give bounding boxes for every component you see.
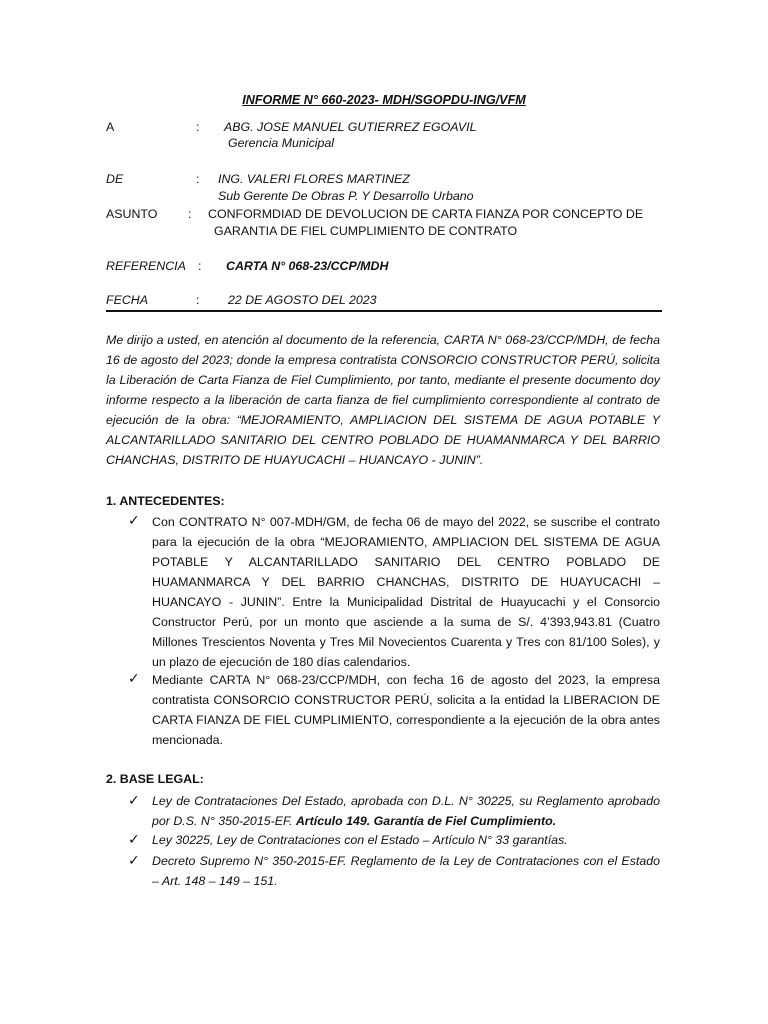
base-legal-item-2: Ley 30225, Ley de Contrataciones con el Estado – Artículo N° 33 garantías. (152, 833, 568, 847)
check-icon: ✓ (128, 831, 140, 847)
report-title: INFORME N° 660-2023- MDH/SGOPDU-ING/VFM (242, 93, 526, 107)
header-fecha-colon: : (196, 293, 200, 307)
header-de-colon: : (196, 172, 200, 186)
base-legal-item-1-text: Ley de Contrataciones Del Estado, aprobada con D.L. N° 30225, su Reglamento aprobado por D.S. N° 350-2015-EF. (152, 794, 660, 828)
check-icon: ✓ (128, 852, 140, 868)
header-divider (106, 310, 662, 312)
header-a-label: A (106, 120, 115, 134)
section-base-legal-title: 2. BASE LEGAL: (106, 772, 204, 786)
antecedentes-item-2: Mediante CARTA N° 068-23/CCP/MDH, con fecha 16 de agosto del 2023, la empresa contratista CONSORCIO CONSTRUCTOR PERÚ, solicita a la entidad la LIBERACION DE CARTA FIANZA DE FIEL CUMPLIMIENTO, correspondiente a la ejecución de la obra antes mencionada. (152, 673, 660, 747)
header-asunto-line1: CONFORMDIAD DE DEVOLUCION DE CARTA FIANZA POR CONCEPTO DE (208, 207, 644, 221)
check-icon: ✓ (128, 792, 140, 808)
header-asunto-label: ASUNTO (106, 207, 158, 221)
header-referencia-label: REFERENCIA (106, 259, 186, 273)
header-asunto-line2: GARANTIA DE FIEL CUMPLIMIENTO DE CONTRATO (214, 224, 518, 238)
intro-paragraph: Me dirijo a usted, en atención al documento de la referencia, CARTA N° 068-23/CCP/MDH, de fecha 16 de agosto del 2023; donde la empresa contratista CONSORCIO CONSTRUCTOR PERÚ, solicita la Liberación de Carta Fianza de Fiel Cumplimiento, por tanto, mediante el presente documento doy informe respecto a la liberación de carta fianza de fiel cumplimiento correspondiente al contrato de ejecución de la obra: “MEJORAMIENTO, AMPLIACION DEL SISTEMA DE AGUA POTABLE Y ALCANTARILLADO SANITARIO DEL CENTRO POBLADO DE HUAMANMARCA Y DEL BARRIO CHANCHAS, DISTRITO DE HUAYUCACHI – HUANCAYO - JUNIN”. (106, 333, 660, 467)
header-a-name: ABG. JOSE MANUEL GUTIERREZ EGOAVIL (224, 120, 477, 134)
header-de-role: Sub Gerente De Obras P. Y Desarrollo Urbano (218, 189, 474, 203)
header-de-name: ING. VALERI FLORES MARTINEZ (218, 172, 410, 186)
base-legal-item-3: Decreto Supremo N° 350-2015-EF. Reglamento de la Ley de Contrataciones con el Estado – Art. 148 – 149 – 151. (152, 854, 660, 888)
header-referencia-value: CARTA N° 068-23/CCP/MDH (226, 259, 389, 273)
header-a-role: Gerencia Municipal (228, 136, 335, 150)
check-icon: ✓ (128, 670, 140, 686)
base-legal-item-1-article: Artículo 149. Garantía de Fiel Cumplimiento. (295, 814, 557, 828)
base-legal-item-1 (152, 791, 660, 831)
section-antecedentes-title: 1. ANTECEDENTES: (106, 494, 225, 508)
antecedentes-item-1: Con CONTRATO N° 007-MDH/GM, de fecha 06 de mayo del 2022, se suscribe el contrato para la ejecución de la obra “MEJORAMIENTO, AMPLIACION DEL SISTEMA DE AGUA POTABLE Y ALCANTARILLADO SANITARIO DEL CENTRO POBLADO DE HUAMANMARCA Y DEL BARRIO CHANCHAS, DISTRITO DE HUAYUCACHI – HUANCAYO - JUNIN”. Entre la Municipalidad Distrital de Huayucachi y el Consorcio Constructor Perú, por un monto que asciende a la suma de S/. 4’393,943.81 (Cuatro Millones Trescientos Noventa y Tres Mil Novecientos Cuarenta y Tres con 81/100 Soles), y un plazo de ejecución de 180 días calendarios. (152, 515, 660, 669)
check-icon: ✓ (128, 512, 140, 528)
header-a-colon: : (196, 120, 200, 134)
header-de-label: DE (106, 172, 124, 186)
header-fecha-label: FECHA (106, 293, 148, 307)
header-fecha-value: 22 DE AGOSTO DEL 2023 (228, 293, 377, 307)
header-referencia-colon: : (198, 259, 202, 273)
header-asunto-colon: : (188, 207, 192, 221)
